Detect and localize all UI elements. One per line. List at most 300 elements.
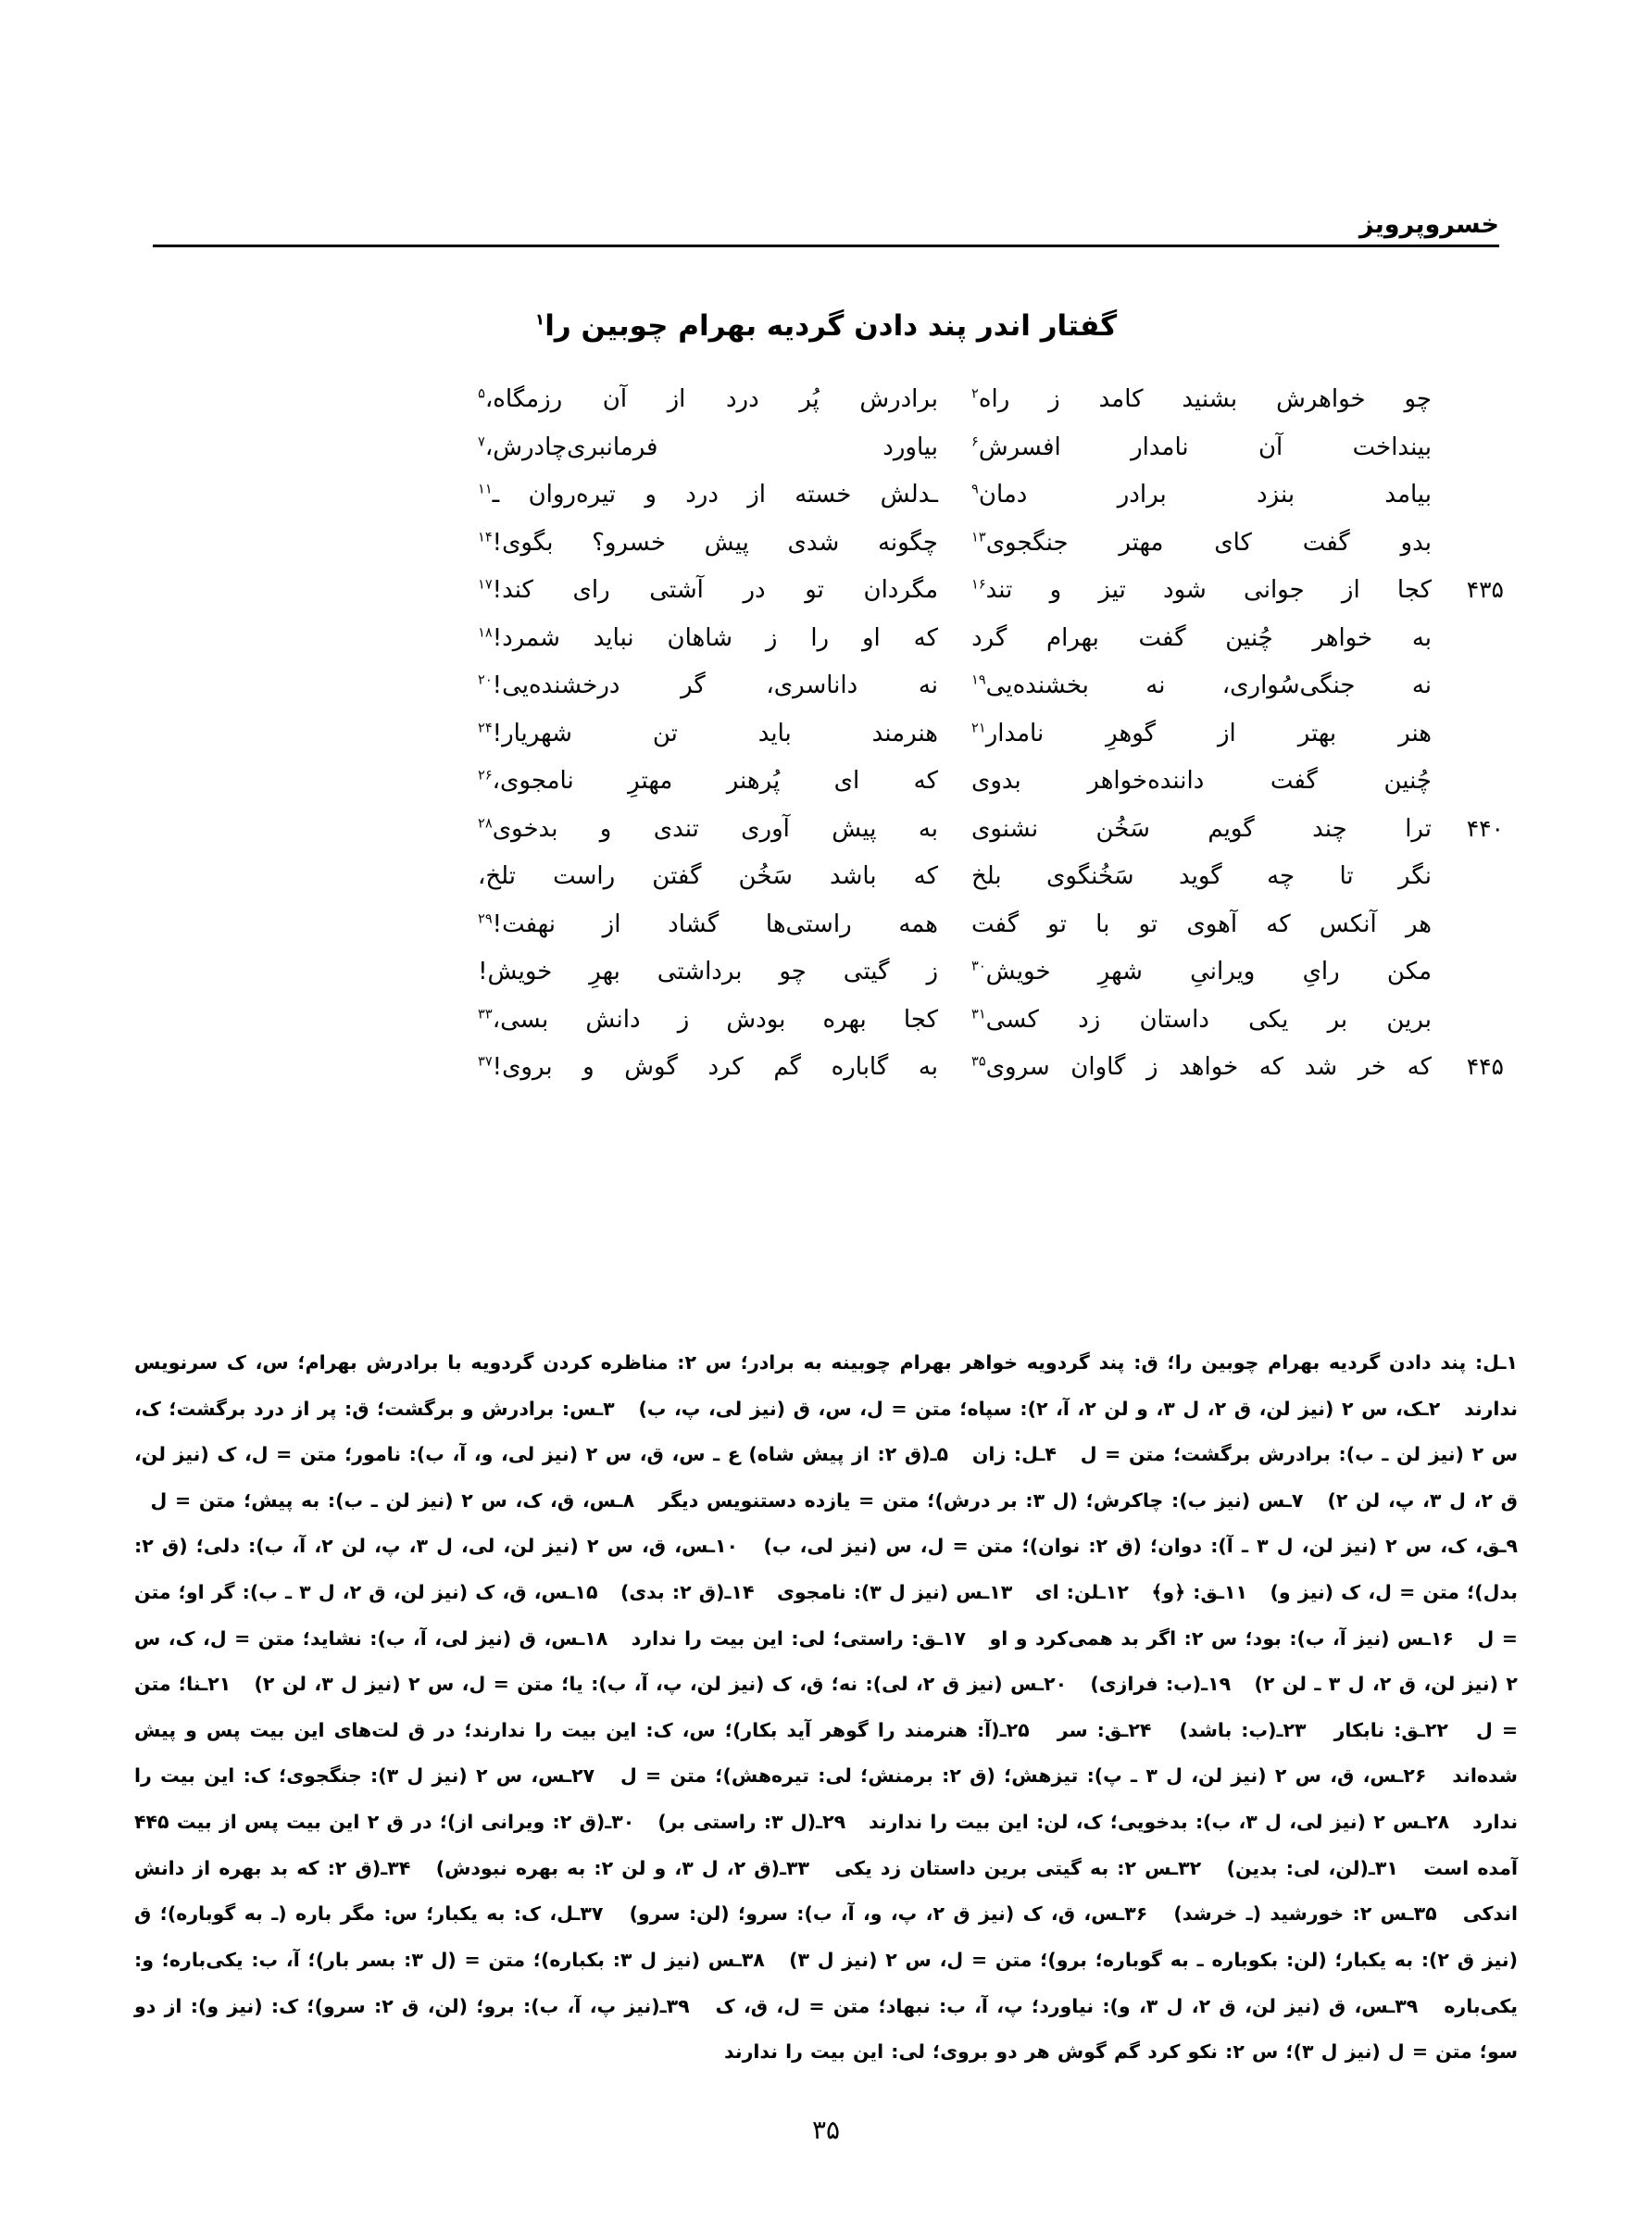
verse-word: درد (685, 481, 719, 508)
verse-footnote-marker: ۱۸ (478, 623, 493, 640)
section-title-text: گفتار اندر پند دادن گردیه بهرام چوبین را (544, 309, 1118, 343)
verse-word: رزمگاه،$^۵$ (478, 385, 563, 413)
verse-word: بلخ (971, 862, 1002, 890)
verse-line (148, 769, 1504, 817)
apparatus-note: ۳۱ـ(لن، لی: بدین) (1226, 1856, 1398, 1879)
section-title (153, 308, 1499, 345)
verse-word: یکی (1248, 1005, 1289, 1034)
verse-word: خویش$^{۳۰}$ (971, 958, 1051, 985)
apparatus-separator (755, 1581, 778, 1603)
verse-block (148, 387, 1504, 1103)
verse-word: جوانی (1244, 576, 1305, 604)
hemistich-second (478, 387, 938, 411)
verse-word: که (913, 862, 938, 890)
verse-word: هنر (1398, 719, 1432, 747)
verse-word: آن (602, 385, 628, 413)
verse-word: نامدار$^{۲۱}$ (971, 719, 1045, 747)
verse-word: که (1258, 1053, 1284, 1081)
verse-word: زد (1078, 1005, 1101, 1034)
hemistich-second (478, 769, 938, 793)
verse-word: به (918, 814, 938, 843)
verse-word: را (810, 623, 830, 652)
verse-word: گیتی (843, 958, 890, 985)
verse-footnote-marker: ۳۰ (971, 958, 986, 974)
apparatus-separator (809, 1857, 834, 1879)
apparatus-separator (1057, 1443, 1081, 1465)
verse-word: برادرش (859, 385, 938, 413)
apparatus-note: ۲۱ـنا؛ متن = ل (134, 1673, 1518, 1741)
verse-word: بیاورد (882, 433, 938, 461)
verse-footnote-marker: ۱۴ (478, 528, 493, 545)
verse-word: چند (1312, 814, 1347, 843)
verse-word: کند!$^{۱۷}$ (478, 576, 533, 604)
apparatus-note: ۳۹ـ(نیز پ، آ، ب): برو؛ (لن، ق ۲: سرو)؛ ک: (نیز و): از دو سو؛ متن = ل (نیز ل ۳)؛ س ۲: نکو کرد گم گوش هر دو بروی؛ لی: این بیت را ندارند (134, 1994, 1518, 2064)
verse-word: چو (1404, 385, 1432, 413)
verse-word: از (667, 385, 686, 413)
apparatus-separator (1448, 1719, 1476, 1741)
verse-word: خواهر (1312, 623, 1373, 652)
apparatus-note: ۸ـس، ق، ک، س ۲ (نیز لن ـ ب): به پیش؛ متن = ل (150, 1488, 635, 1512)
verse-word: ز (926, 958, 938, 985)
apparatus-note: ۴ـل: زان (971, 1443, 1057, 1466)
verse-word: کرد (707, 1053, 744, 1081)
apparatus-separator (765, 1949, 789, 1971)
verse-word: کجا (903, 1005, 938, 1034)
verse-word: باید (757, 719, 792, 747)
apparatus-note: ۷ـس (نیز ب): چاکرش؛ (ل ۳: بر درش)؛ متن = یازده دستنویس دیگر (658, 1488, 1304, 1512)
apparatus-note: ۱۰ـس، ق، س ۲ (نیز لن، لی، ل ۳، پ، لن ۲، آ، ب): دلی؛ (ق ۲: بدل)؛ متن = ل، ک (نیز و) (134, 1535, 1518, 1604)
apparatus-note: ۱۲ـلن: ای (1034, 1581, 1129, 1604)
header-rule (153, 245, 1499, 247)
verse-word: پیش (832, 814, 877, 843)
verse-word: ـ$^{۱۱}$ (478, 481, 500, 508)
verse-word: از (1341, 576, 1360, 604)
verse-footnote-marker: ۷ (478, 433, 485, 449)
verse-word: خواهرش (1276, 385, 1366, 413)
verse-word: ترا (1405, 814, 1432, 843)
hemistich-second (478, 912, 938, 936)
apparatus-separator (603, 1902, 629, 1925)
verse-word: تیره‌روان (528, 481, 617, 508)
hemistich-second (478, 483, 938, 507)
verse-word: ویرانیِ (1190, 958, 1256, 985)
apparatus-note: ۲۵ـ(آ: هنرمند را گوهر آید بکار)؛ س، ک: این بیت را ندارند؛ در ق لت‌های این بیت پس و پیش شده‌اند (134, 1718, 1518, 1788)
hemistich-first (971, 1055, 1432, 1079)
verse-word: شمرد!$^{۱۸}$ (478, 623, 560, 652)
verse-word: شود (1163, 576, 1207, 604)
apparatus-separator (1129, 1581, 1152, 1603)
verse-word: کجا (1396, 576, 1432, 604)
apparatus-separator (634, 1811, 657, 1833)
verse-word: باشد (830, 862, 877, 890)
verse-line (148, 673, 1504, 722)
verse-line (148, 912, 1504, 960)
verse-line (148, 387, 1504, 435)
verse-word: خویش! (478, 958, 553, 985)
verse-line (148, 960, 1504, 1008)
verse-word: بدخوی$^{۲۸}$ (478, 814, 558, 843)
verse-word: بهرام (1046, 623, 1099, 652)
verse-word: شد (1304, 1053, 1338, 1081)
verse-word: نهفت!$^{۲۹}$ (478, 910, 556, 938)
verse-word: دمان$^۹$ (971, 481, 1028, 508)
verse-word: درخشنده‌یی!$^{۲۰}$ (478, 671, 620, 699)
running-head: خسروپرویز (1358, 210, 1499, 239)
hemistich-first (971, 483, 1432, 507)
verse-word: درد (725, 385, 759, 413)
page-number: ۳۵ (811, 2115, 841, 2145)
apparatus-separator (410, 1857, 435, 1879)
hemistich-second (478, 719, 938, 747)
verse-word: آنکس (1319, 910, 1377, 938)
hemistich-first (971, 1005, 1432, 1034)
apparatus-separator (1454, 1627, 1477, 1650)
verse-word: کسی$^{۳۱}$ (971, 1005, 1039, 1034)
verse-word: رایِ (1302, 958, 1340, 985)
verse-word: راست (553, 862, 616, 890)
verse-word: خسرو؟ (592, 528, 667, 557)
apparatus-note: ۲۲ـق: نابکار (1333, 1718, 1448, 1741)
apparatus-note: ۳۰ـ(ق ۲: ویرانی از)؛ در ق ۲ این بیت پس از بیت ۴۴۵ آمده است (134, 1811, 1518, 1879)
verse-word: که (1266, 910, 1291, 938)
verse-footnote-marker: ۲ (971, 385, 979, 402)
apparatus-note: ۲۸ـس ۲ (نیز لی، ل ۳، ب): بدخویی؛ ک، لن: این بیت را ندارند (869, 1811, 1450, 1834)
apparatus-note: ۱۷ـق: راستی؛ لی: این بیت را ندارد (631, 1626, 967, 1650)
verse-word: نامجوی،$^{۲۶}$ (478, 767, 574, 795)
verse-word: خر (1358, 1053, 1387, 1081)
apparatus-separator (1303, 1489, 1327, 1512)
verse-word: و (599, 814, 612, 843)
verse-word: گوهرِ (1106, 719, 1157, 747)
verse-word: خواهد (1179, 1053, 1239, 1081)
apparatus-note: ۲۷ـس، س ۲ (نیز ل ۳): جنگجوی؛ ک: این بیت را ندارد (134, 1764, 1519, 1834)
verse-word: برداشتی (657, 958, 743, 985)
verse-word: نگر (1398, 862, 1432, 890)
verse-word: بخشنده‌یی$^{۱۹}$ (971, 671, 1089, 699)
verse-word: در (743, 576, 766, 604)
verse-word: گر (681, 671, 706, 699)
apparatus-separator (948, 1443, 972, 1465)
verse-word: با (1095, 910, 1110, 938)
apparatus-separator (1437, 1902, 1463, 1925)
verse-word: چگونه (877, 528, 938, 557)
verse-word: مگردان (863, 576, 938, 604)
verse-word: سروی$^{۳۵}$ (971, 1053, 1050, 1081)
apparatus-separator (1030, 1719, 1058, 1741)
apparatus-separator (1426, 1764, 1452, 1787)
verse-number: ۴۴۵ (1466, 1053, 1504, 1080)
verse-word: تن (652, 719, 678, 747)
apparatus-separator (1151, 1719, 1179, 1741)
apparatus-separator (1147, 1902, 1173, 1925)
verse-word: گفتن (652, 862, 702, 890)
hemistich-first (971, 578, 1432, 602)
hemistich-first (971, 623, 1432, 652)
apparatus-note: ۱ـل: پند دادن گردیه بهرام چوبین را؛ ق: پند گردویه خواهر بهرام چوبینه به برادر؛ س ۲: مناظره کردن گردویه با برادرش بهرام؛ س، ک سرنویس ندارند (134, 1351, 1519, 1420)
verse-word: راه$^۲$ (971, 385, 1010, 413)
apparatus-note: ۳۲ـس ۲: به گیتی برین داستان زد یکی (834, 1856, 1202, 1879)
verse-word: بگوی!$^{۱۴}$ (478, 528, 554, 557)
apparatus-note: ۳۳ـ(ق ۲، ل ۳، و لن ۲: به بهره نبودش) (435, 1856, 809, 1879)
apparatus-separator (845, 1811, 869, 1833)
verse-word: پیش (704, 528, 749, 557)
apparatus-note: ۳۵ـس ۲: خورشید (ـ خرشد) (1173, 1902, 1437, 1926)
apparatus-note: ۲۹ـ(ل ۳: راستی بر) (657, 1811, 846, 1834)
verse-word: گفت (1270, 767, 1318, 795)
verse-footnote-marker: ۲۸ (478, 814, 493, 831)
verse-line (148, 719, 1504, 770)
apparatus-note: ۱۴ـ(ق ۲: بدی) (620, 1581, 755, 1604)
apparatus-note: ۱۶ـس (نیز آ، ب): بود؛ س ۲: اگر بد همی‌کرد و او (989, 1626, 1455, 1650)
running-head-block (153, 211, 1499, 247)
verse-word: به (1411, 623, 1432, 652)
verse-word: تو (805, 576, 824, 604)
apparatus-separator (709, 2040, 724, 2063)
hemistich-first (971, 769, 1432, 793)
hemistich-second (478, 814, 938, 843)
verse-word: که (913, 767, 938, 795)
verse-word: چه (1267, 862, 1295, 890)
apparatus-separator (594, 1764, 620, 1787)
hemistich-second (478, 1005, 938, 1034)
verse-footnote-marker: ۳۳ (478, 1005, 493, 1022)
apparatus-separator (134, 1489, 150, 1512)
verse-line (148, 623, 1504, 674)
verse-word: سَخُن (1095, 814, 1150, 843)
verse-footnote-marker: ۵ (478, 385, 485, 402)
verse-footnote-marker: ۱۳ (971, 528, 986, 545)
verse-word: شهریار!$^{۲۴}$ (478, 719, 572, 747)
verse-word: کای (1214, 528, 1252, 557)
verse-footnote-marker: ۲۶ (478, 767, 493, 784)
apparatus-separator (1418, 1995, 1444, 2017)
verse-word: راستی‌ها (765, 910, 852, 938)
verse-word: نشنوی (971, 814, 1039, 843)
apparatus-separator (1012, 1581, 1035, 1603)
verse-word: او (862, 623, 881, 652)
verse-word: بسی،$^{۳۳}$ (478, 1005, 549, 1034)
verse-word: تندی (653, 814, 699, 843)
verse-word: و (645, 481, 657, 508)
hemistich-second (478, 578, 938, 602)
verse-word: ز (1048, 385, 1060, 413)
hemistich-first (971, 960, 1432, 984)
verse-word: سَخُن (738, 862, 793, 890)
verse-word: از (747, 481, 766, 508)
verse-word: شاهان (667, 623, 732, 652)
apparatus-note: ۲۳ـ(ب: باشد) (1179, 1718, 1307, 1741)
verse-word: شهرِ (1097, 958, 1143, 985)
hemistich-second (478, 528, 938, 557)
verse-word: جنگی‌سُواری، (1221, 671, 1356, 699)
verse-word: و (1049, 576, 1062, 604)
verse-word: آشتی (649, 576, 704, 604)
verse-line (148, 864, 1504, 912)
hemistich-second (478, 435, 938, 459)
verse-line (148, 1005, 1504, 1056)
verse-footnote-marker: ۹ (971, 481, 979, 497)
verse-word: بیامد (1384, 481, 1432, 508)
verse-word: گفت (971, 910, 1020, 938)
hemistich-first (971, 387, 1432, 411)
apparatus-separator (1398, 1857, 1423, 1879)
hemistich-second (478, 864, 938, 888)
verse-word: شدی (787, 528, 840, 557)
verse-word: ز (677, 1005, 690, 1034)
verse-word: گفت (1302, 528, 1350, 557)
section-title-footnote-marker: ۱ (534, 310, 545, 330)
verse-word: گشاد (668, 910, 720, 938)
verse-word: نه (1411, 671, 1432, 699)
verse-number: ۴۳۵ (1466, 576, 1504, 603)
verse-line (148, 483, 1504, 531)
verse-word: گویم (1208, 814, 1255, 843)
verse-word: بروی!$^{۳۷}$ (478, 1053, 553, 1081)
verse-footnote-marker: ۶ (971, 433, 979, 449)
verse-word: جنگجوی$^{۱۳}$ (971, 528, 1069, 557)
verse-word: بنزد (1257, 481, 1295, 508)
verse-word: چو (779, 958, 807, 985)
apparatus-note: ۱۵ـس، ق، ک (نیز لن، ق ۲، ل ۳ ـ ب): گر او؛ متن = ل (134, 1581, 1518, 1650)
verse-word: مهتر (1119, 528, 1164, 557)
verse-number: ۴۴۰ (1466, 814, 1504, 842)
verse-footnote-marker: ۳۵ (971, 1053, 986, 1070)
verse-word: دانش (585, 1005, 641, 1034)
verse-word: فرمانبری‌چادرش،$^۷$ (478, 433, 658, 461)
apparatus-note: ۲۶ـس، ق، س ۲ (نیز لن، ل ۳ ـ پ): تیزهش؛ (ق ۲: برمنش؛ لی: تیره‌هش)؛ متن = ل (620, 1764, 1427, 1788)
verse-word: بهره (822, 1005, 867, 1034)
verse-footnote-marker: ۲۹ (478, 910, 493, 926)
verse-word: چُنین (1383, 767, 1432, 795)
verse-word: بینداخت (1352, 433, 1432, 461)
apparatus-paragraph (134, 1340, 1518, 2076)
verse-word: خسته (795, 481, 852, 508)
apparatus-note: ۱۸ـس، ق (نیز لی، آ، ب): نشاید؛ متن = ل، ک، س ۲ (نیز لن، ق ۲، ل ۳ ـ لن ۲) (134, 1626, 1518, 1696)
verse-word: ز (765, 623, 778, 652)
verse-word: آهوی (1186, 910, 1238, 938)
apparatus-separator (634, 1489, 658, 1512)
verse-line (148, 435, 1504, 483)
verse-word: پُرهنر (726, 767, 781, 795)
verse-word: بشنید (1182, 385, 1238, 413)
verse-word: گوید (1178, 862, 1222, 890)
verse-word: ای (833, 767, 860, 795)
apparatus-separator (1307, 1719, 1334, 1741)
verse-word: افسرش$^۶$ (971, 433, 1061, 461)
apparatus-note: ۳ـس: برادرش و برگشت؛ ق: پر از درد برگشت؛ ک، س ۲ (نیز لن ـ ب): برادرش برگشت؛ متن = ل (134, 1397, 1518, 1466)
verse-word: برین (1386, 1005, 1432, 1034)
apparatus-separator (738, 1535, 763, 1557)
verse-word: هر (1405, 910, 1432, 938)
apparatus-separator (1449, 1811, 1472, 1833)
verse-word: بهتر (1297, 719, 1337, 747)
verse-word: تو (1138, 910, 1158, 938)
verse-footnote-marker: ۲۱ (971, 719, 986, 735)
apparatus-separator (966, 1627, 989, 1650)
verse-line (148, 578, 1504, 626)
hemistich-first (971, 528, 1432, 557)
apparatus-note: ۱۱ـق: ﴿و﴾ (1151, 1581, 1248, 1604)
apparatus-note: ۲۴ـق: سر (1057, 1718, 1152, 1741)
apparatus-separator (607, 1627, 631, 1650)
verse-footnote-marker: ۳۷ (478, 1053, 493, 1070)
verse-footnote-marker: ۲۰ (478, 671, 493, 688)
verse-line (148, 1055, 1504, 1103)
verse-word: رای (572, 576, 610, 604)
verse-word: که (913, 623, 938, 652)
hemistich-first (971, 864, 1432, 888)
hemistich-first (971, 719, 1432, 747)
verse-word: و (582, 1053, 594, 1081)
verse-word: گفت (1138, 623, 1186, 652)
verse-word: بر (1327, 1005, 1348, 1034)
apparatus-separator (1440, 1398, 1464, 1420)
apparatus-separator (598, 1581, 621, 1603)
apparatus-separator (615, 1398, 639, 1420)
apparatus-note: ۳۹ـس، ق (نیز لن، ق ۲، ل ۳، و): نیاورد؛ پ، آ، ب: نبهاد؛ متن = ل، ق، ک (715, 1994, 1419, 2017)
verse-word: گاباره (831, 1053, 889, 1081)
verse-word: نه (1145, 671, 1166, 699)
apparatus-separator (1231, 1673, 1254, 1695)
verse-word: داستان (1139, 1005, 1209, 1034)
verse-word: گم (773, 1053, 802, 1081)
verse-word: گرد (971, 623, 1007, 652)
verse-word: تلخ، (478, 862, 517, 890)
apparatus-note: ۲ـک، س ۲ (نیز لن، ق ۲، ل ۳، و لن ۲، آ، ۲): سپاه؛ متن = ل، س، ق (نیز لی، پ، ب) (638, 1397, 1441, 1420)
verse-word: از (602, 910, 621, 938)
verse-word: از (1217, 719, 1236, 747)
apparatus-separator (231, 1673, 254, 1695)
apparatus-note: ۲۰ـس (نیز ق ۲، لی): نه؛ ق، ک (نیز لن، پ، آ، ب): یا؛ متن = ل، س ۲ (نیز ل ۳، لن ۲) (254, 1673, 1068, 1696)
verse-word: بدو (1400, 528, 1432, 557)
verse-word: داناسری، (766, 671, 858, 699)
verse-word: گوش (624, 1053, 678, 1081)
hemistich-first (971, 912, 1432, 936)
apparatus-note: ۳۸ـس (نیز ل ۳: بکباره)؛ متن = (ل ۳: بسر بار)؛ آ، ب: یکی‌باره؛ و: یکی‌باره (134, 1948, 1518, 2017)
verse-word: تا (1339, 862, 1354, 890)
apparatus-separator (1201, 1857, 1226, 1879)
verse-footnote-marker: ۱۷ (478, 576, 493, 593)
hemistich-second (478, 960, 938, 984)
verse-word: که (1407, 1053, 1432, 1081)
verse-word: برادر (1117, 481, 1167, 508)
apparatus-note: ۱۹ـ(ب: فرازی) (1090, 1673, 1232, 1696)
verse-word: به (918, 1053, 938, 1081)
hemistich-first (971, 435, 1432, 459)
hemistich-second (478, 1055, 938, 1079)
apparatus-separator (1247, 1581, 1270, 1603)
verse-word: گاوان (1070, 1053, 1126, 1081)
apparatus-separator (690, 1995, 716, 2017)
apparatus-note: ۳۴ـ(ق ۲: که بد بهره از دانش اندکی (134, 1856, 1518, 1926)
verse-word: داننده‌خواهر (1087, 767, 1205, 795)
verse-word: کامد (1098, 385, 1144, 413)
verse-word: پُر (799, 385, 820, 413)
verse-word: ز (1146, 1053, 1158, 1081)
verse-word: تند$^{۱۶}$ (971, 576, 1013, 604)
verse-footnote-marker: ۱۹ (971, 671, 986, 688)
verse-footnote-marker: ۱۶ (971, 576, 986, 593)
verse-footnote-marker: ۳۱ (971, 1005, 986, 1022)
apparatus-note: ۳۷ـل، ک: به یکبار؛ س: مگر باره (ـ به گوباره)؛ ق (نیز ق ۲): به یکبار؛ (لن: بکوباره ـ به گوباره؛ برو)؛ متن = ل، س ۲ (نیز ل ۳) (134, 1902, 1518, 1971)
apparatus-note: ۵ـ(ق ۲: از پیش شاه) ع ـ س، ق، س ۲ (نیز لی، و، آ، ب): نامور؛ متن = ل، ک (نیز لن، ق ۲، ل ۳، پ، لن ۲) (134, 1443, 1518, 1512)
verse-word: تو (1047, 910, 1067, 938)
verse-word: آوری (741, 814, 790, 843)
verse-word: بودش (726, 1005, 786, 1034)
verse-word: مکن (1386, 958, 1432, 985)
verse-word: بدوی (971, 767, 1021, 795)
apparatus-note: ۹ـق، ک، س ۲ (نیز لن، ل ۳ ـ آ): دوان؛ (ق ۲: نوان)؛ متن = ل، س (نیز لی، ب) (763, 1535, 1518, 1558)
